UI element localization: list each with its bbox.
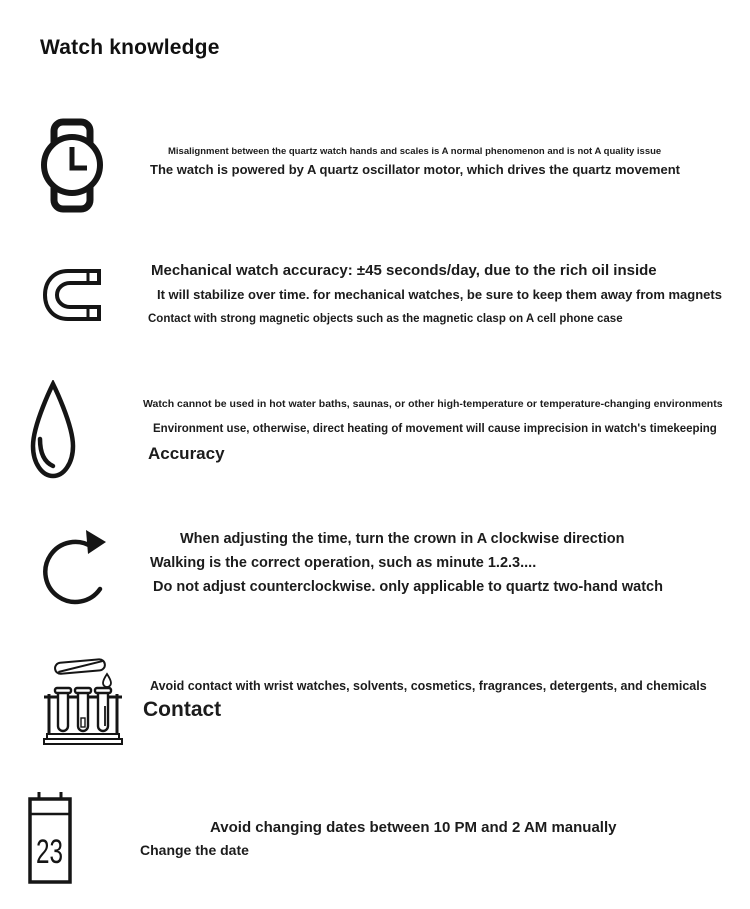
info-line: Mechanical watch accuracy: ±45 seconds/day, due to the rich oil inside — [151, 262, 657, 279]
wristwatch-icon — [40, 118, 104, 213]
page-title: Watch knowledge — [40, 36, 220, 59]
info-line: When adjusting the time, turn the crown in A clockwise direction — [180, 531, 625, 547]
clockwise-arrow-icon — [42, 528, 112, 608]
info-line: Environment use, otherwise, direct heating of movement will cause imprecision in watch's timekeeping — [153, 423, 717, 435]
calendar-date-number: 23 — [36, 833, 63, 871]
info-line: Misalignment between the quartz watch hands and scales is A normal phenomenon and is not A quality issue — [168, 146, 662, 157]
magnet-icon — [42, 268, 102, 322]
info-line: Contact with strong magnetic objects such as the magnetic clasp on A cell phone case — [148, 313, 623, 325]
calendar-icon — [28, 790, 72, 884]
info-line: It will stabilize over time. for mechanical watches, be sure to keep them away from magnets — [157, 287, 722, 302]
info-line: Do not adjust counterclockwise. only applicable to quartz two-hand watch — [153, 579, 663, 595]
test-tubes-icon — [43, 646, 123, 746]
info-line: Change the date — [140, 842, 249, 858]
water-drop-icon — [30, 380, 76, 480]
info-line: Avoid changing dates between 10 PM and 2 AM manually — [210, 819, 617, 836]
info-line: Walking is the correct operation, such as minute 1.2.3.... — [150, 555, 537, 571]
section-heading: Accuracy — [148, 444, 225, 463]
info-line: Watch cannot be used in hot water baths, saunas, or other high-temperature or temperature-changing environments — [143, 398, 723, 410]
section-heading: Contact — [143, 698, 222, 721]
info-line: The watch is powered by A quartz oscillator motor, which drives the quartz movement — [150, 162, 680, 177]
info-line: Avoid contact with wrist watches, solvents, cosmetics, fragrances, detergents, and chemicals — [150, 679, 707, 693]
